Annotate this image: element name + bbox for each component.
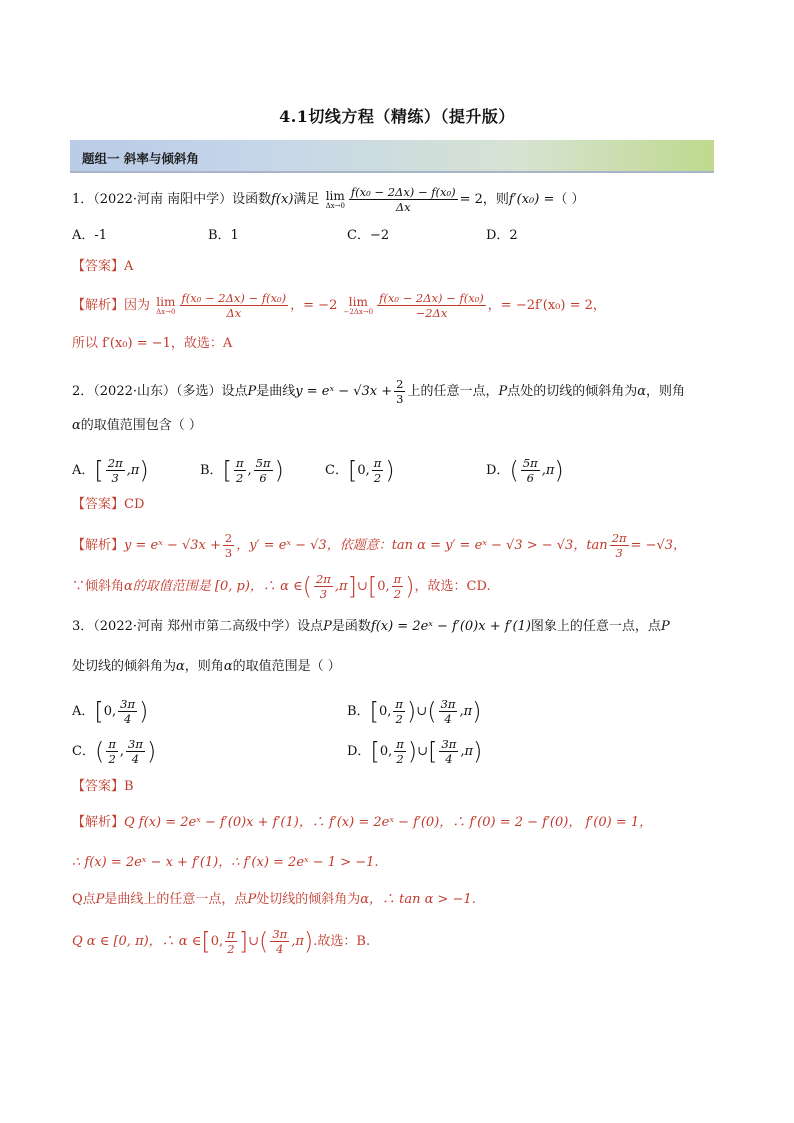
q3-p: P <box>323 619 332 634</box>
opt-label: C． <box>72 744 95 759</box>
q3-alpha: α <box>176 659 185 674</box>
q1-an-limit2 <box>344 296 374 316</box>
lim-text: lim <box>325 188 345 203</box>
opt-text: ,π <box>126 463 140 478</box>
q3-stem-l2-b: ，则角 <box>184 659 224 674</box>
q1-limit <box>326 190 345 210</box>
bracket: ( <box>94 737 105 766</box>
frac-num: 2π <box>107 456 123 470</box>
frac <box>254 456 273 485</box>
bracket: ) <box>385 456 395 485</box>
bracket: [ <box>222 456 232 485</box>
q2-stem-e: ，则角 <box>646 384 686 399</box>
answer-value: B <box>124 779 134 794</box>
frac-den: 4 <box>276 942 284 956</box>
cup: ∪ <box>248 934 259 949</box>
q3-an-l3-b: 是曲线上的任意一点，点 <box>104 892 248 907</box>
frac-den: 2 <box>108 752 116 766</box>
frac-den: Δx <box>395 200 411 214</box>
q3-stem-b: 是函数 <box>331 619 371 634</box>
bracket: [ <box>367 572 378 601</box>
frac <box>372 456 384 485</box>
frac-num: f(x₀ − 2Δx) − f(x₀) <box>379 291 484 305</box>
frac-num: π <box>395 697 403 711</box>
frac <box>234 456 246 485</box>
frac-num: π <box>108 737 116 751</box>
bracket: ( <box>427 697 437 726</box>
q3-alpha: α <box>360 892 369 907</box>
cup: ∪ <box>356 579 368 594</box>
opt-text: ,π <box>460 744 473 759</box>
cup: ∪ <box>417 744 429 759</box>
frac-den: 2 <box>396 752 404 766</box>
q1-analysis-line1 <box>72 291 734 320</box>
frac <box>439 697 458 726</box>
frac-num: f(x₀ − 2Δx) − f(x₀) <box>181 291 287 305</box>
frac-num: f(x₀ − 2Δx) − f(x₀) <box>350 185 456 199</box>
frac-den: 3 <box>111 471 119 485</box>
bracket: [ <box>369 697 379 726</box>
q2-an-l2-b: 的取值范围是 [0, p)，∴ α ∈ <box>132 579 303 594</box>
q3-alpha2: α <box>223 659 233 674</box>
opt-text: 0, <box>377 579 390 594</box>
group-header-label: 题组一 斜率与倾斜角 <box>82 151 199 166</box>
q3-option-b <box>347 697 482 726</box>
lim-sub: Δx→0 <box>325 201 345 210</box>
answer-tag: 【答案】 <box>72 779 125 794</box>
opt-text: 0, <box>103 704 117 719</box>
q3-answer <box>72 777 734 797</box>
frac <box>223 531 234 560</box>
frac-num: 3π <box>272 927 288 941</box>
q3-option-a <box>72 697 148 726</box>
frac-den: 4 <box>444 712 452 726</box>
q3-an-l3-d: ，∴ tan α > −1. <box>368 892 476 907</box>
q1-stem <box>72 185 734 214</box>
frac-den: 2 <box>393 587 402 601</box>
bracket: ) <box>406 697 417 726</box>
comma: , <box>119 744 125 759</box>
frac-num: 3π <box>440 697 456 711</box>
lim-sub: −2Δx→0 <box>343 307 374 316</box>
opt-label: C． <box>325 463 348 478</box>
analysis-tag: 【解析】 <box>72 815 125 830</box>
q3-option-c <box>72 737 156 766</box>
q1-answer <box>72 257 734 277</box>
frac-den: 3 <box>319 587 328 601</box>
q2-analysis-line1 <box>72 531 734 560</box>
bracket: ( <box>509 456 519 485</box>
frac-den: 2 <box>236 471 244 485</box>
q3-analysis-line1 <box>72 813 734 833</box>
opt-text: ,π <box>459 704 473 719</box>
q1-paren: （ ） <box>554 192 585 207</box>
q2-an-c: = −√3， <box>630 538 687 553</box>
opt-label: D． <box>486 463 510 478</box>
q2-alpha: α <box>124 579 133 594</box>
q2-curve: y = eˣ − √3x + <box>295 384 393 399</box>
q1-an-fraction <box>180 291 289 320</box>
q3-stem-l2-c: 的取值范围是（ ） <box>232 659 341 674</box>
bracket: ) <box>407 737 418 766</box>
lim-sub: Δx→0 <box>156 307 176 316</box>
frac-den: −2Δx <box>415 306 448 320</box>
q1-an-b: ，= −2 <box>290 298 338 313</box>
opt-label: A． <box>72 704 95 719</box>
frac-num: 3π <box>120 697 136 711</box>
opt-text: 0, <box>378 704 392 719</box>
q2-alpha: α <box>637 384 647 399</box>
opt-label: A． <box>72 463 95 478</box>
q1-suffix: ，则 <box>482 192 509 207</box>
q2-stem-b: 是曲线 <box>256 384 296 399</box>
frac-num: π <box>373 456 382 470</box>
q2-option-a <box>72 456 149 485</box>
frac-den: 4 <box>445 752 453 766</box>
q1-option-b: B．1 <box>208 228 239 243</box>
frac-num: 3π <box>441 737 457 751</box>
q3-analysis-line3 <box>72 890 734 910</box>
bracket: [ <box>201 927 211 956</box>
q2-stem-line2 <box>72 416 734 436</box>
q2-an-a: y = eˣ − √3x + <box>124 538 221 553</box>
answer-tag: 【答案】 <box>72 259 125 274</box>
frac-num: π <box>393 572 402 586</box>
frac <box>270 927 289 956</box>
q2-option-d <box>486 456 564 485</box>
bracket: ) <box>274 456 284 485</box>
q2-curve-frac <box>394 377 405 406</box>
frac <box>393 697 405 726</box>
q2-p2: P <box>498 384 508 399</box>
frac-num: 5π <box>255 456 271 470</box>
q1-stem-prefix: 1．（2022·河南 南阳中学）设函数 <box>72 192 272 207</box>
comma: , <box>247 463 252 478</box>
q3-stem-a: 3．（2022·河南 郑州市第二高级中学）设点 <box>72 619 324 634</box>
frac-den: 2 <box>395 712 403 726</box>
opt-text: ,π <box>541 463 555 478</box>
frac <box>439 737 458 766</box>
opt-label: B． <box>200 463 223 478</box>
frac-num: 2 <box>396 377 404 391</box>
bracket: ] <box>347 572 357 601</box>
q2-an-l2-a: ∵倾斜角 <box>72 579 125 594</box>
frac-den: 4 <box>131 752 140 766</box>
frac <box>314 572 333 601</box>
q2-stem-d: 点处的切线的倾斜角为 <box>507 384 638 399</box>
q1-an-limit <box>156 296 175 316</box>
q1-option-a: A．-1 <box>72 228 108 243</box>
frac <box>118 697 137 726</box>
bracket: [ <box>347 456 358 485</box>
q3-an-l2: ∴ f(x) = 2eˣ − x + f′(1)，∴ f′(x) = 2eˣ − 1 > −1. <box>72 855 379 870</box>
frac-num: 2 <box>224 531 233 545</box>
q2-stem-a: 2．（2022·山东）（多选）设点 <box>72 384 248 399</box>
q3-p2: P <box>247 892 257 907</box>
q1-an-fraction2 <box>377 291 486 320</box>
answer-tag: 【答案】 <box>72 497 125 512</box>
bracket: ] <box>238 927 249 956</box>
bracket: ( <box>258 927 269 956</box>
q2-stem-line1 <box>72 377 734 406</box>
q2-stem-l2: 的取值范围包含（ ） <box>80 418 202 433</box>
frac-num: π <box>235 456 244 470</box>
bracket: ) <box>554 456 564 485</box>
bracket: ) <box>146 737 157 766</box>
frac-den: 2 <box>373 471 382 485</box>
lim-text: lim <box>156 294 176 309</box>
q3-an-l4-a: Q α ∈ [0, π)，∴ α ∈ <box>72 934 202 949</box>
q3-stem-line2 <box>72 657 734 677</box>
frac-den: 6 <box>526 471 534 485</box>
q2-stem-c: 上的任意一点， <box>407 384 499 399</box>
opt-text: ,π <box>334 579 348 594</box>
q2-alpha: α <box>72 418 81 433</box>
opt-label: B． <box>347 704 370 719</box>
q2-p: P <box>247 384 257 399</box>
q1-stem-mid: 满足 <box>293 192 320 207</box>
q3-an-l1: Q f(x) = 2eˣ − f′(0)x + f′(1)，∴ f′(x) = 2eˣ − f′(0)，∴ f′(0) = 2 − f′(0)， f′(0) = 1， <box>124 815 653 830</box>
bracket: ) <box>139 456 149 485</box>
frac-num: 3π <box>128 737 143 751</box>
q3-option-d <box>347 737 482 766</box>
page-title: 4.1切线方程（精练）（提升版） <box>279 107 515 126</box>
opt-text: 0, <box>210 934 224 949</box>
q3-stem-c: 图象上的任意一点，点 <box>530 619 661 634</box>
frac <box>521 456 540 485</box>
q2-option-b <box>200 456 284 485</box>
group-header-bar <box>70 140 714 173</box>
bracket: ) <box>139 697 149 726</box>
lim-text: lim <box>348 294 368 309</box>
frac-den: Δx <box>226 306 242 320</box>
answer-value: CD <box>124 497 145 512</box>
frac-den: 6 <box>259 471 267 485</box>
q1-fraction <box>349 185 458 214</box>
answer-value: A <box>124 259 134 274</box>
q1-an-c: ，= −2f′(x₀) = 2， <box>487 298 606 313</box>
frac-den: 3 <box>396 392 404 406</box>
frac-den: 4 <box>123 712 132 726</box>
frac <box>610 531 629 560</box>
q2-analysis-line2 <box>72 572 734 601</box>
q2-an-l2-c: ，故选：CD. <box>414 579 491 594</box>
q3-stem-line1 <box>72 617 734 637</box>
opt-text: 0, <box>357 463 370 478</box>
q1-fprime: f′(x₀) = <box>508 192 555 207</box>
frac-num: π <box>227 927 235 941</box>
q2-answer <box>72 495 734 515</box>
q3-analysis-line4 <box>72 927 734 956</box>
q3-p: P <box>95 892 105 907</box>
bracket: ) <box>473 737 483 766</box>
q1-eq: = 2 <box>459 192 483 207</box>
q3-func: f(x) = 2eˣ − f′(0)x + f′(1) <box>370 619 531 634</box>
q3-an-l4-b: .故选：B. <box>313 934 371 949</box>
q2-option-c <box>325 456 395 485</box>
q1-analysis-line2: 所以 f′(x₀) = −1，故选：A <box>72 336 233 351</box>
q3-analysis-line2 <box>72 853 734 873</box>
bracket: ( <box>302 572 312 601</box>
frac-num: 2π <box>611 531 627 545</box>
q3-an-l3-c: 处切线的倾斜角为 <box>256 892 361 907</box>
frac-num: 5π <box>522 456 538 470</box>
q1-option-c: C．−2 <box>347 228 390 243</box>
opt-text: ,π <box>291 934 304 949</box>
q1-fx: f(x) <box>271 192 294 207</box>
q3-stem-l2-a: 处切线的倾斜角为 <box>72 659 177 674</box>
analysis-tag: 【解析】 <box>72 538 125 553</box>
frac-den: 3 <box>615 546 623 560</box>
frac <box>225 927 237 956</box>
analysis-tag: 【解析】 <box>72 298 125 313</box>
opt-label: D． <box>347 744 371 759</box>
bracket: ) <box>303 927 314 956</box>
frac-den: 2 <box>227 942 235 956</box>
frac <box>392 572 404 601</box>
q1-an-a: 因为 <box>124 298 151 313</box>
frac-num: π <box>396 737 404 751</box>
opt-text: 0, <box>379 744 393 759</box>
frac <box>106 456 125 485</box>
bracket: ) <box>405 572 415 601</box>
q3-an-l3-a: Q点 <box>72 892 96 907</box>
frac <box>394 737 406 766</box>
q3-p2: P <box>660 619 670 634</box>
q1-option-d: D．2 <box>486 228 518 243</box>
q2-an-b: ，y′ = eˣ − √3，依题意：tan α = y′ = eˣ − √3 > − √3，tan <box>236 538 608 553</box>
bracket: ) <box>472 697 482 726</box>
bracket: [ <box>370 737 380 766</box>
frac <box>126 737 145 766</box>
frac <box>106 737 118 766</box>
bracket: [ <box>94 456 104 485</box>
bracket: [ <box>94 697 104 726</box>
bracket: [ <box>428 737 438 766</box>
frac-den: 3 <box>224 546 233 560</box>
frac-num: 2π <box>315 572 331 586</box>
cup: ∪ <box>416 704 428 719</box>
